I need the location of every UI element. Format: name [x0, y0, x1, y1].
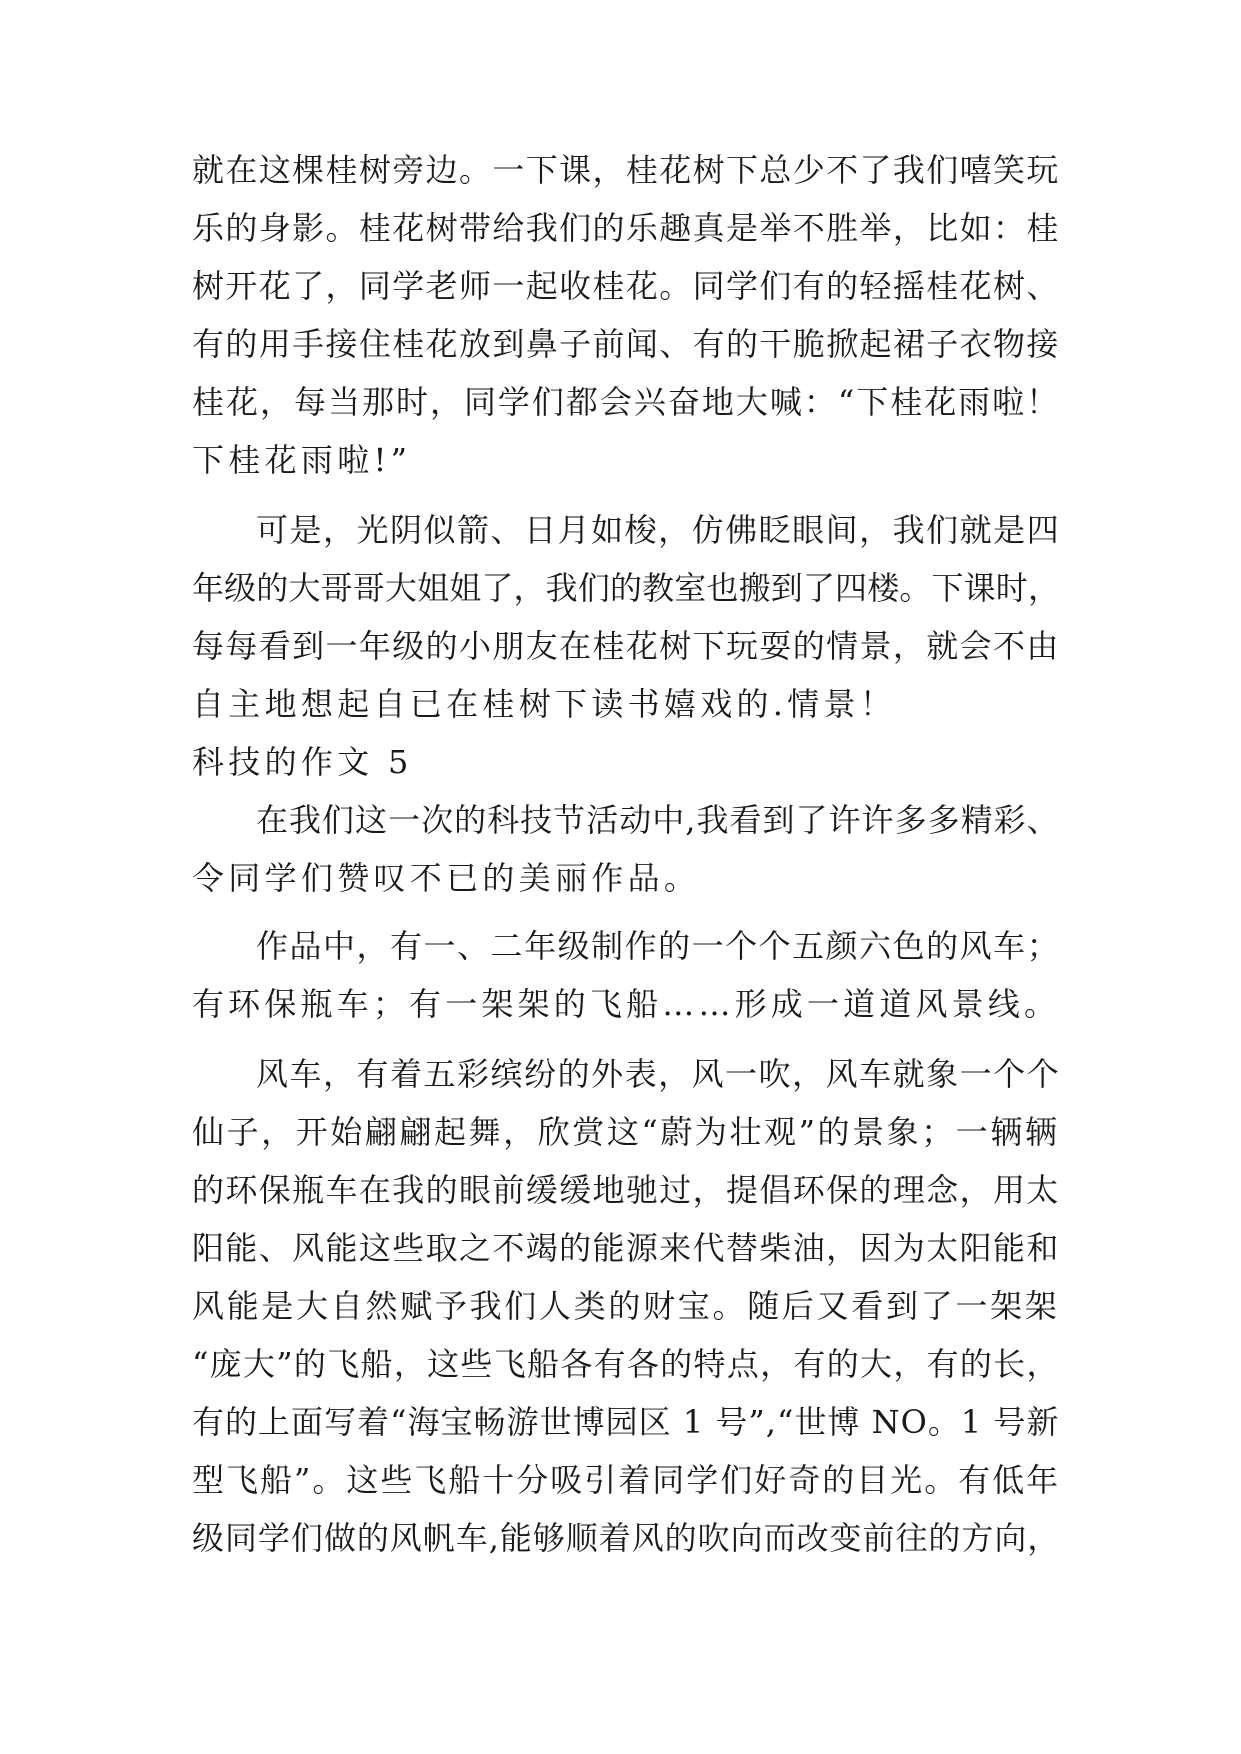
paragraph-line: 有的用手接住桂花放到鼻子前闻、有的干脆掀起裙子衣物接: [192, 325, 1060, 363]
paragraph-line: 仙子，开始翩翩起舞，欣赏这“蔚为壮观”的景象；一辆辆: [192, 1113, 1060, 1151]
paragraph-line: 型飞船”。这些飞船十分吸引着同学们好奇的目光。有低年: [192, 1461, 1061, 1499]
paragraph-line: 每每看到一年级的小朋友在桂花树下玩耍的情景，就会不由: [192, 627, 1060, 665]
paragraph-line: “庞大”的飞船，这些飞船各有各的特点，有的大，有的长，: [192, 1345, 1060, 1383]
paragraph-line: 在我们这一次的科技节活动中,我看到了许许多多精彩、: [256, 801, 1060, 839]
paragraph-line: 风车，有着五彩缤纷的外表，风一吹，风车就象一个个: [256, 1055, 1061, 1093]
paragraph-line: 的环保瓶车在我的眼前缓缓地驰过，提倡环保的理念，用太: [192, 1171, 1060, 1209]
paragraph-line: 级同学们做的风帆车,能够顺着风的吹向而改变前往的方向，: [192, 1519, 1061, 1557]
paragraph-line: 就在这棵桂树旁边。一下课，桂花树下总少不了我们嘻笑玩: [192, 151, 1060, 189]
paragraph-line: 自主地想起自已在桂树下读书嬉戏的.情景！: [192, 685, 897, 723]
paragraph-line: 作品中，有一、二年级制作的一个个五颜六色的风车；: [256, 927, 1061, 965]
paragraph-line: 桂花，每当那时，同学们都会兴奋地大喊：“下桂花雨啦！: [192, 383, 1061, 421]
paragraph-line: 阳能、风能这些取之不竭的能源来代替柴油，因为太阳能和: [192, 1229, 1060, 1267]
paragraph-line: 有的上面写着“海宝畅游世博园区 1 号”,“世博 NO。1 号新: [192, 1403, 1060, 1441]
paragraph-line: 树开花了，同学老师一起收桂花。同学们有的轻摇桂花树、: [192, 267, 1060, 305]
paragraph-line: 可是，光阴似箭、日月如梭，仿佛眨眼间，我们就是四: [256, 511, 1061, 549]
section-heading: 科技的作文 5: [192, 743, 413, 781]
paragraph-line: 乐的身影。桂花树带给我们的乐趣真是举不胜举，比如：桂: [192, 209, 1060, 247]
paragraph-line: 年级的大哥哥大姐姐了，我们的教室也搬到了四楼。下课时，: [192, 569, 1061, 607]
paragraph-line: 下桂花雨啦!”: [192, 441, 412, 479]
paragraph-line: 风能是大自然赋予我们人类的财宝。随后又看到了一架架: [192, 1287, 1060, 1325]
paragraph-line: 有环保瓶车；有一架架的飞船……形成一道道风景线。: [192, 985, 1061, 1023]
paragraph-line: 令同学们赞叹不已的美丽作品。: [192, 859, 701, 897]
